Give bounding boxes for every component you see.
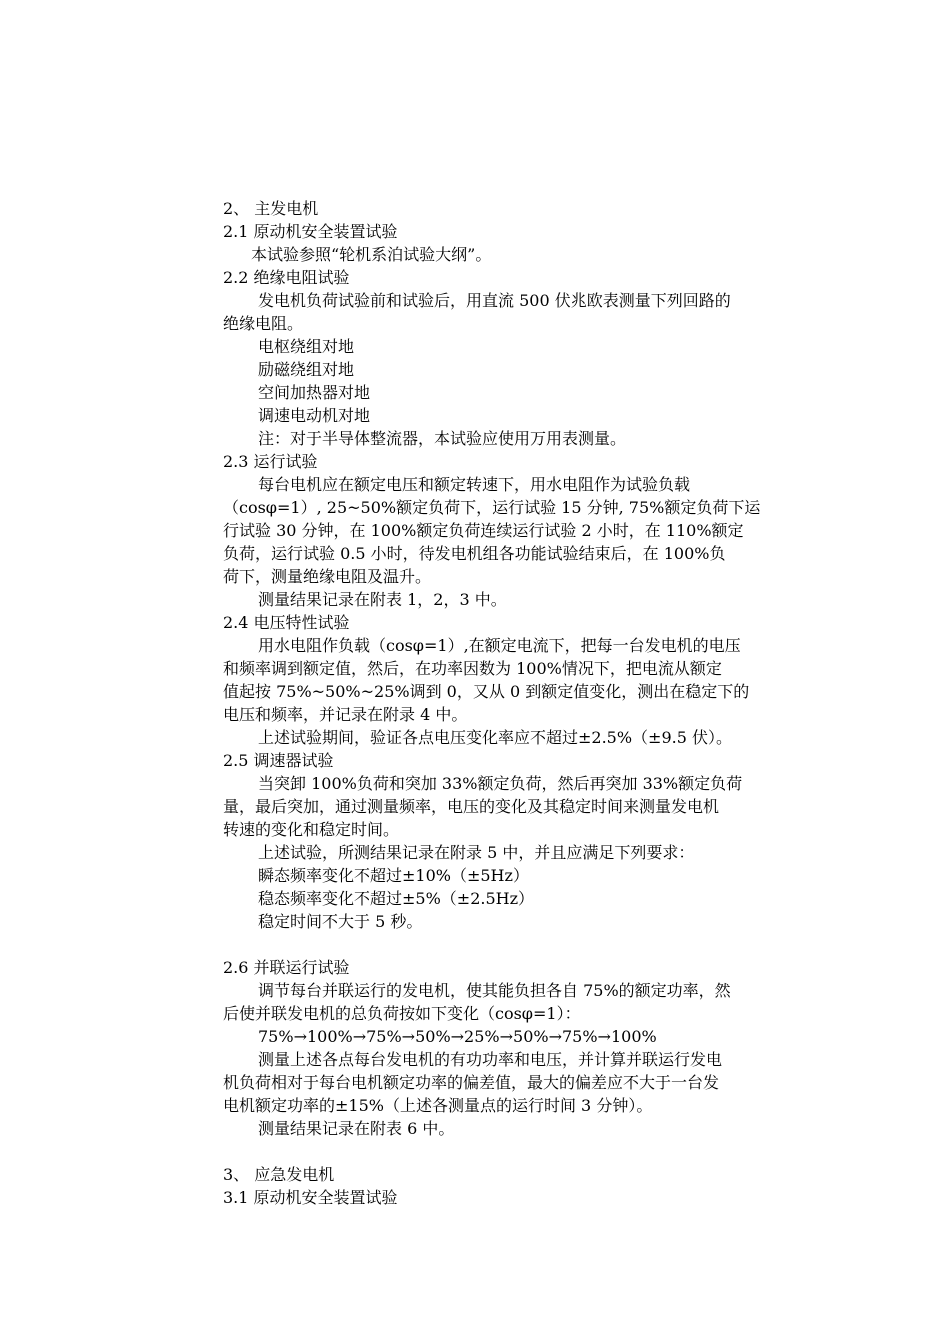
section-2-3-text-line: （cosφ=1）, 25~50%额定负荷下，运行试验 15 分钟, 75%额定负荷下运 [223,498,761,517]
section-2-5-text-line: 当突卸 100%负荷和突加 33%额定负荷，然后再突加 33%额定负荷 [258,774,743,793]
section-2-4-text-line: 用水电阻作负载（cosφ=1）,在额定电流下，把每一台发电机的电压 [258,636,741,655]
section-2-3-heading: 2.3 运行试验 [223,452,318,471]
load-sequence: 75%→100%→75%→50%→25%→50%→75%→100% [258,1027,657,1046]
section-2-6-record: 测量结果记录在附表 6 中。 [258,1119,455,1138]
section-2-4-text-line: 电压和频率，并记录在附录 4 中。 [223,705,468,724]
section-2-5-text-line: 转速的变化和稳定时间。 [223,820,400,839]
list-item: 空间加热器对地 [258,383,371,402]
section-2-3-text-line: 行试验 30 分钟，在 100%额定负荷连续运行试验 2 小时，在 110%额定 [223,521,744,540]
list-item: 励磁绕组对地 [258,360,355,379]
section-2-3-text-line: 荷下，测量绝缘电阻及温升。 [223,567,432,586]
section-2-4-verify: 上述试验期间，验证各点电压变化率应不超过±2.5%（±9.5 伏）。 [258,728,732,747]
requirement-item: 稳定时间不大于 5 秒。 [258,912,423,931]
requirement-item: 稳态频率变化不超过±5%（±2.5Hz） [258,889,535,908]
section-2-5-heading: 2.5 调速器试验 [223,751,334,770]
section-2-6-heading: 2.6 并联运行试验 [223,958,350,977]
section-2-1-text: 本试验参照“轮机系泊试验大纲”。 [251,245,492,264]
list-item: 调速电动机对地 [258,406,371,425]
document-body [223,197,823,1209]
section-2-1-heading: 2.1 原动机安全装置试验 [223,222,398,241]
section-2-5-text-line: 量，最后突加，通过测量频率，电压的变化及其稳定时间来测量发电机 [223,797,720,816]
section-3-heading: 3、 应急发电机 [223,1165,335,1184]
blank-line [223,933,823,956]
section-2-5-requirements-intro: 上述试验，所测结果记录在附录 5 中，并且应满足下列要求： [258,843,695,862]
section-2-4-text-line: 和频率调到额定值，然后，在功率因数为 100%情况下，把电流从额定 [223,659,722,678]
section-2-heading: 2、 主发电机 [223,199,319,218]
section-2-4-heading: 2.4 电压特性试验 [223,613,350,632]
section-3-1-heading: 3.1 原动机安全装置试验 [223,1188,398,1207]
section-2-4-text-line: 值起按 75%~50%~25%调到 0，又从 0 到额定值变化，测出在稳定下的 [223,682,750,701]
section-2-3-record: 测量结果记录在附表 1，2，3 中。 [258,590,507,609]
blank-line [223,1140,823,1163]
section-2-6-text-line: 后使并联发电机的总负荷按如下变化（cosφ=1）： [223,1004,581,1023]
section-2-2-note: 注：对于半导体整流器，本试验应使用万用表测量。 [258,429,627,448]
section-2-2-heading: 2.2 绝缘电阻试验 [223,268,350,287]
requirement-item: 瞬态频率变化不超过±10%（±5Hz） [258,866,529,885]
section-2-6-measure-line: 机负荷相对于每台电机额定功率的偏差值，最大的偏差应不大于一台发 [223,1073,720,1092]
section-2-2-text-line: 绝缘电阻。 [223,314,304,333]
section-2-6-measure-line: 测量上述各点每台发电机的有功功率和电压，并计算并联运行发电 [258,1050,723,1069]
section-2-6-text-line: 调节每台并联运行的发电机，使其能负担各自 75%的额定功率，然 [258,981,731,1000]
section-2-3-text-line: 负荷，运行试验 0.5 小时，待发电机组各功能试验结束后，在 100%负 [223,544,726,563]
list-item: 电枢绕组对地 [258,337,355,356]
section-2-2-text-line: 发电机负荷试验前和试验后，用直流 500 伏兆欧表测量下列回路的 [258,291,731,310]
section-2-3-text-line: 每台电机应在额定电压和额定转速下，用水电阻作为试验负载 [258,475,691,494]
section-2-6-measure-line: 电机额定功率的±15%（上述各测量点的运行时间 3 分钟）。 [223,1096,653,1115]
